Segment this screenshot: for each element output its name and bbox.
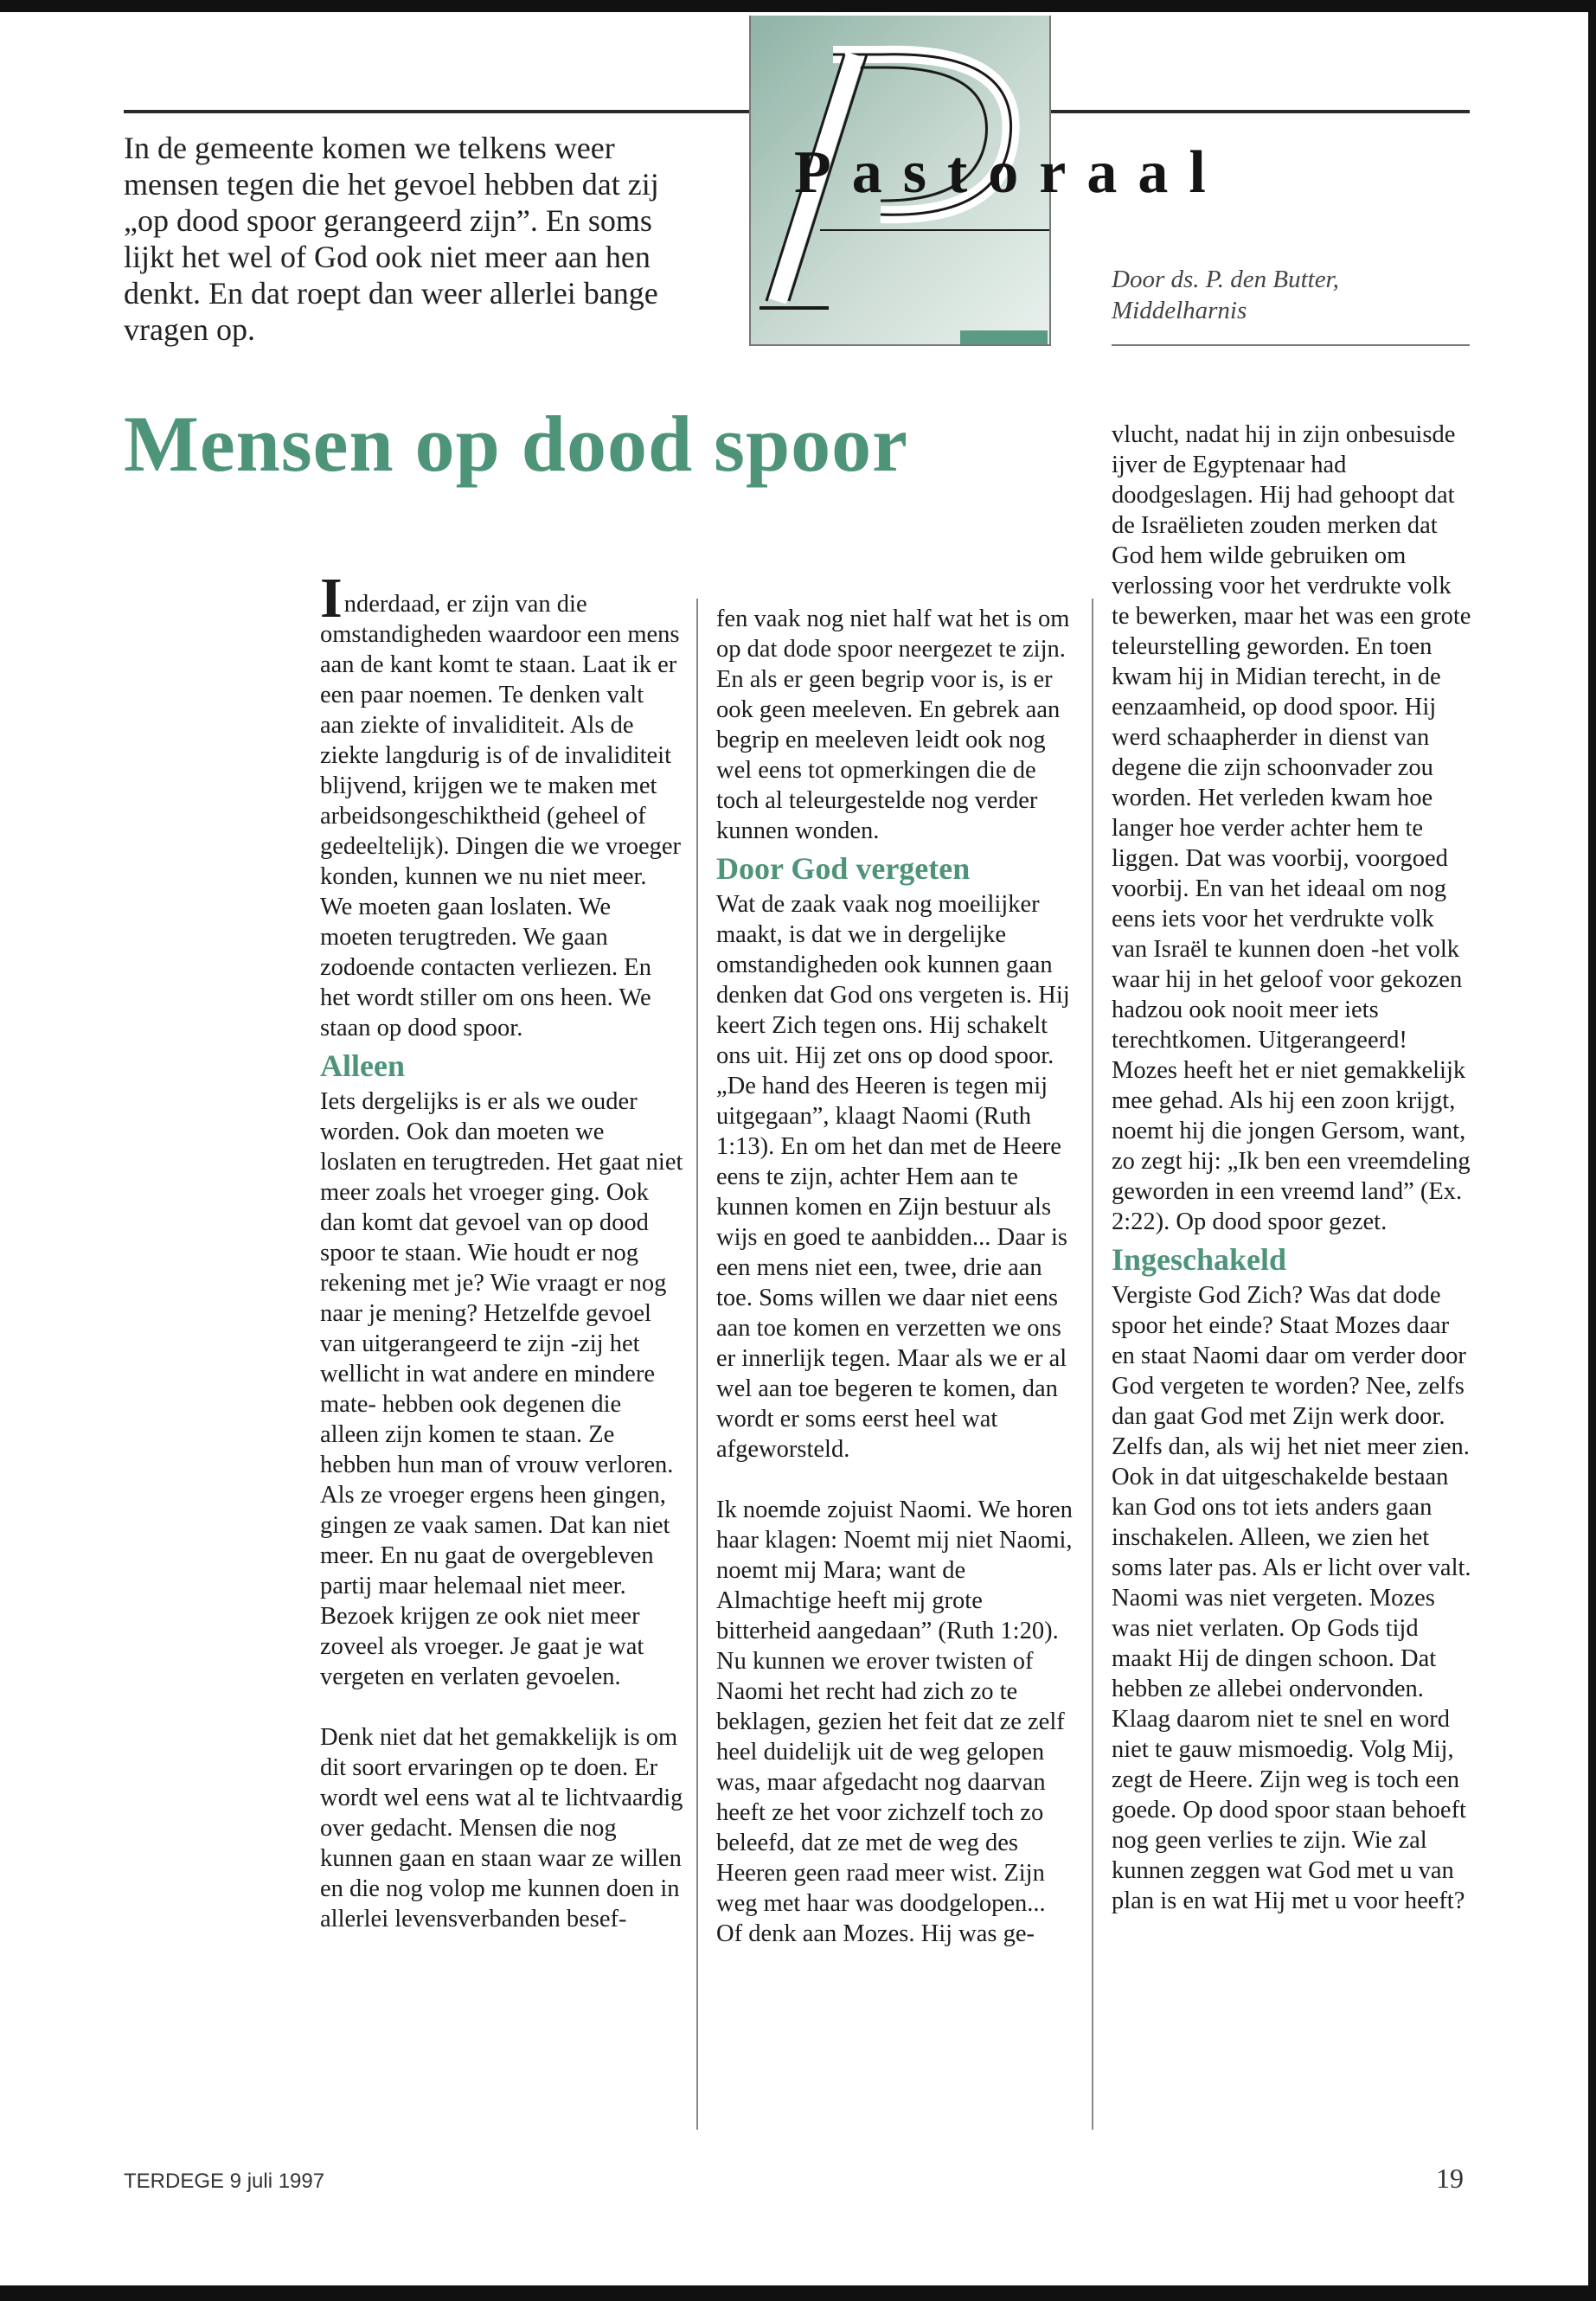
drop-cap: I bbox=[320, 567, 343, 630]
column-divider bbox=[696, 599, 698, 2130]
paragraph: Vergiste God Zich? Was dat dode spoor het einde? Staat Mozes daar en staat Naomi daar om verder door God vergeten te worden? Nee, zelfs dan gaat God met Zijn werk door. Zelfs dan, als wij het niet meer zien. Ook in dat uitgeschakelde bestaan kan God ons tot iets anders gaan inschakelen. Alleen, we zien het soms later pas. Als er licht over valt. Naomi was niet vergeten. Mozes was niet verlaten. Op Gods tijd maakt Hij de dingen schoon. Dat hebben ze allebei ondervonden. Klaag daarom niet te snel en word niet te gauw mismoedig. Volg Mij, zegt de Heere. Zijn weg is toch een goede. Op dood spoor staan behoeft nog geen verlies te zijn. Wie zal kunnen zeggen wat God met u van plan is en wat Hij met u voor heeft? bbox=[1112, 1282, 1471, 1914]
paragraph: Denk niet dat het gemakkelijk is om dit soort ervaringen op te doen. Er wordt wel eens wat al te lichtvaardig over gedacht. Mensen die nog kunnen gaan en staan waar ze willen en die nog volop me kunnen doen in allerlei levensverbanden besef- bbox=[320, 1724, 683, 1932]
paragraph: Wat de zaak vaak nog moeilijker maakt, is dat we in dergelijke omstandigheden ook kunnen gaan denken dat God ons vergeten is. Hij keert Zich tegen ons. Hij schakelt ons uit. Hij zet ons op dood spoor. „De hand des Heeren is tegen mij uitgegaan”, klaagt Naomi (Ruth 1:13). En om het dan met de Heere eens te zijn, achter Hem aan te kunnen komen en Zijn bestuur als wijs en goed te aanbidden... Daar is een mens niet een, twee, drie aan toe. Soms willen we daar niet eens aan toe komen en verzetten we ons er innerlijk tegen. Maar als we er al wel aan toe begeren te komen, dan wordt er soms eerst heel wat afgeworsteld. bbox=[716, 891, 1070, 1463]
logo-accent-strip bbox=[960, 330, 1048, 344]
paragraph: fen vaak nog niet half wat het is om op dat dode spoor neergezet te zijn. En als er geen begrip voor is, is er ook geen meeleven. En gebrek aan begrip en meeleven leidt ook nog wel eens tot opmerkingen die de toch al teleurgestelde nog verder kunnen wonden. bbox=[716, 606, 1070, 844]
paragraph: vlucht, nadat hij in zijn onbesuisde ijver de Egyptenaar had doodgeslagen. Hij had gehoopt dat de Israëlieten zouden merken dat God hem wilde gebruiken om verlossing voor het verdrukte volk te bewerken, maar het was een grote teleurstelling geworden. En toen kwam hij in Midian terecht, in de eenzaamheid, op dood spoor. Hij werd schaapherder in dienst van degene die zijn schoonvader zou worden. Het verleden kwam hoe langer hoe verder achter hem te liggen. Dat was voorbij, voorgoed voorbij. En van het ideaal om nog eens iets voor het verdrukte volk van Israël te kunnen doen -het volk waar hij in het geloof voor gekozen hadzou ook nooit meer iets terechtkomen. Uitgerangeerd! Mozes heeft het er niet gemakkelijk mee gehad. Als hij een zoon krijgt, noemt hij die jongen Gersom, want, zo zegt hij: „Ik ben een vreemdeling geworden in een vreemd land” (Ex. 2:22). Op dood spoor gezet. bbox=[1112, 421, 1471, 1235]
byline-rule bbox=[1112, 344, 1470, 346]
paragraph bbox=[320, 567, 683, 1043]
footer-publication: TERDEGE 9 juli 1997 bbox=[124, 2170, 325, 2193]
scan-border-bottom bbox=[0, 2285, 1596, 2301]
article-column-2 bbox=[716, 604, 1080, 1949]
paragraph: Ik noemde zojuist Naomi. We horen haar klagen: Noemt mij niet Naomi, noemt mij Mara; want de Almachtige heeft mij grote bitterheid aangedaan” (Ruth 1:20). Nu kunnen we erover twisten of Naomi het recht had zich zo te beklagen, gezien het feit dat ze zelf heel duidelijk uit de weg gelopen was, maar afgedacht nog daarvan heeft ze het voor zichzelf toch zo beleefd, dat ze met de weg des Heeren geen raad meer wist. Zijn weg met haar was doodgelopen... bbox=[716, 1497, 1073, 1917]
column-divider bbox=[1092, 599, 1093, 2130]
page-number: 19 bbox=[1436, 2163, 1464, 2194]
scan-border-top bbox=[0, 0, 1596, 12]
article-title: Mensen op dood spoor bbox=[124, 400, 908, 488]
paragraph: Iets dergelijks is er als we ouder worden. Ook dan moeten we loslaten en terugtreden. Het gaat niet meer zoals het vroeger ging. Ook dan komt dat gevoel van op dood spoor te staan. Wie houdt er nog rekening met je? Wie vraagt er nog naar je mening? Hetzelfde gevoel van uitgerangeerd te zijn -zij het wellicht in wat andere en mindere mate- hebben ook degenen die alleen zijn komen te staan. Ze hebben hun man of vrouw verloren. Als ze vroeger ergens heen gingen, gingen ze vaak samen. Dat kan niet meer. En nu gaat de overgebleven partij maar helemaal niet meer. Bezoek krijgen ze ook niet meer zoveel als vroeger. Je gaat je wat vergeten en verlaten gevoelen. bbox=[320, 1088, 683, 1690]
subheading-door-god-vergeten: Door God vergeten bbox=[716, 851, 971, 886]
scan-border-right bbox=[1588, 0, 1596, 2301]
header-rule-right bbox=[1048, 110, 1470, 113]
header-rule-left bbox=[124, 110, 749, 113]
byline-place: Middelharnis bbox=[1112, 297, 1247, 324]
paragraph: Of denk aan Mozes. Hij was ge- bbox=[716, 1920, 1035, 1947]
subheading-ingeschakeld: Ingeschakeld bbox=[1112, 1242, 1287, 1277]
byline-author: Door ds. P. den Butter, bbox=[1112, 266, 1339, 293]
intro-paragraph: In de gemeente komen we telkens weer mensen tegen die het gevoel hebben dat zij „op dood spoor gerangeerd zijn”. En soms lijkt het wel of God ook niet meer aan hen denkt. En dat roept dan weer allerlei bange vragen op. bbox=[124, 131, 659, 347]
article-column-3 bbox=[1112, 420, 1475, 1916]
subheading-alleen: Alleen bbox=[320, 1048, 405, 1083]
section-title: Pastoraal bbox=[794, 139, 1227, 206]
paragraph-text: nderdaad, er zijn van die omstandigheden waardoor een mens aan de kant komt te staan. Laat ik er een paar noemen. Te denken valt aan ziekte of invaliditeit. Als de ziekte langdurig is of de invaliditeit blijvend, krijgen we te maken met arbeidsongeschiktheid (geheel of gedeeltelijk). Dingen die we vroeger konden, kunnen we nu niet meer. We moeten gaan loslaten. We moeten terugtreden. We gaan zodoende contacten verliezen. En het wordt stiller om ons heen. We staan op dood spoor. bbox=[320, 591, 682, 1042]
byline bbox=[1112, 264, 1475, 326]
article-column-1 bbox=[320, 567, 683, 1934]
